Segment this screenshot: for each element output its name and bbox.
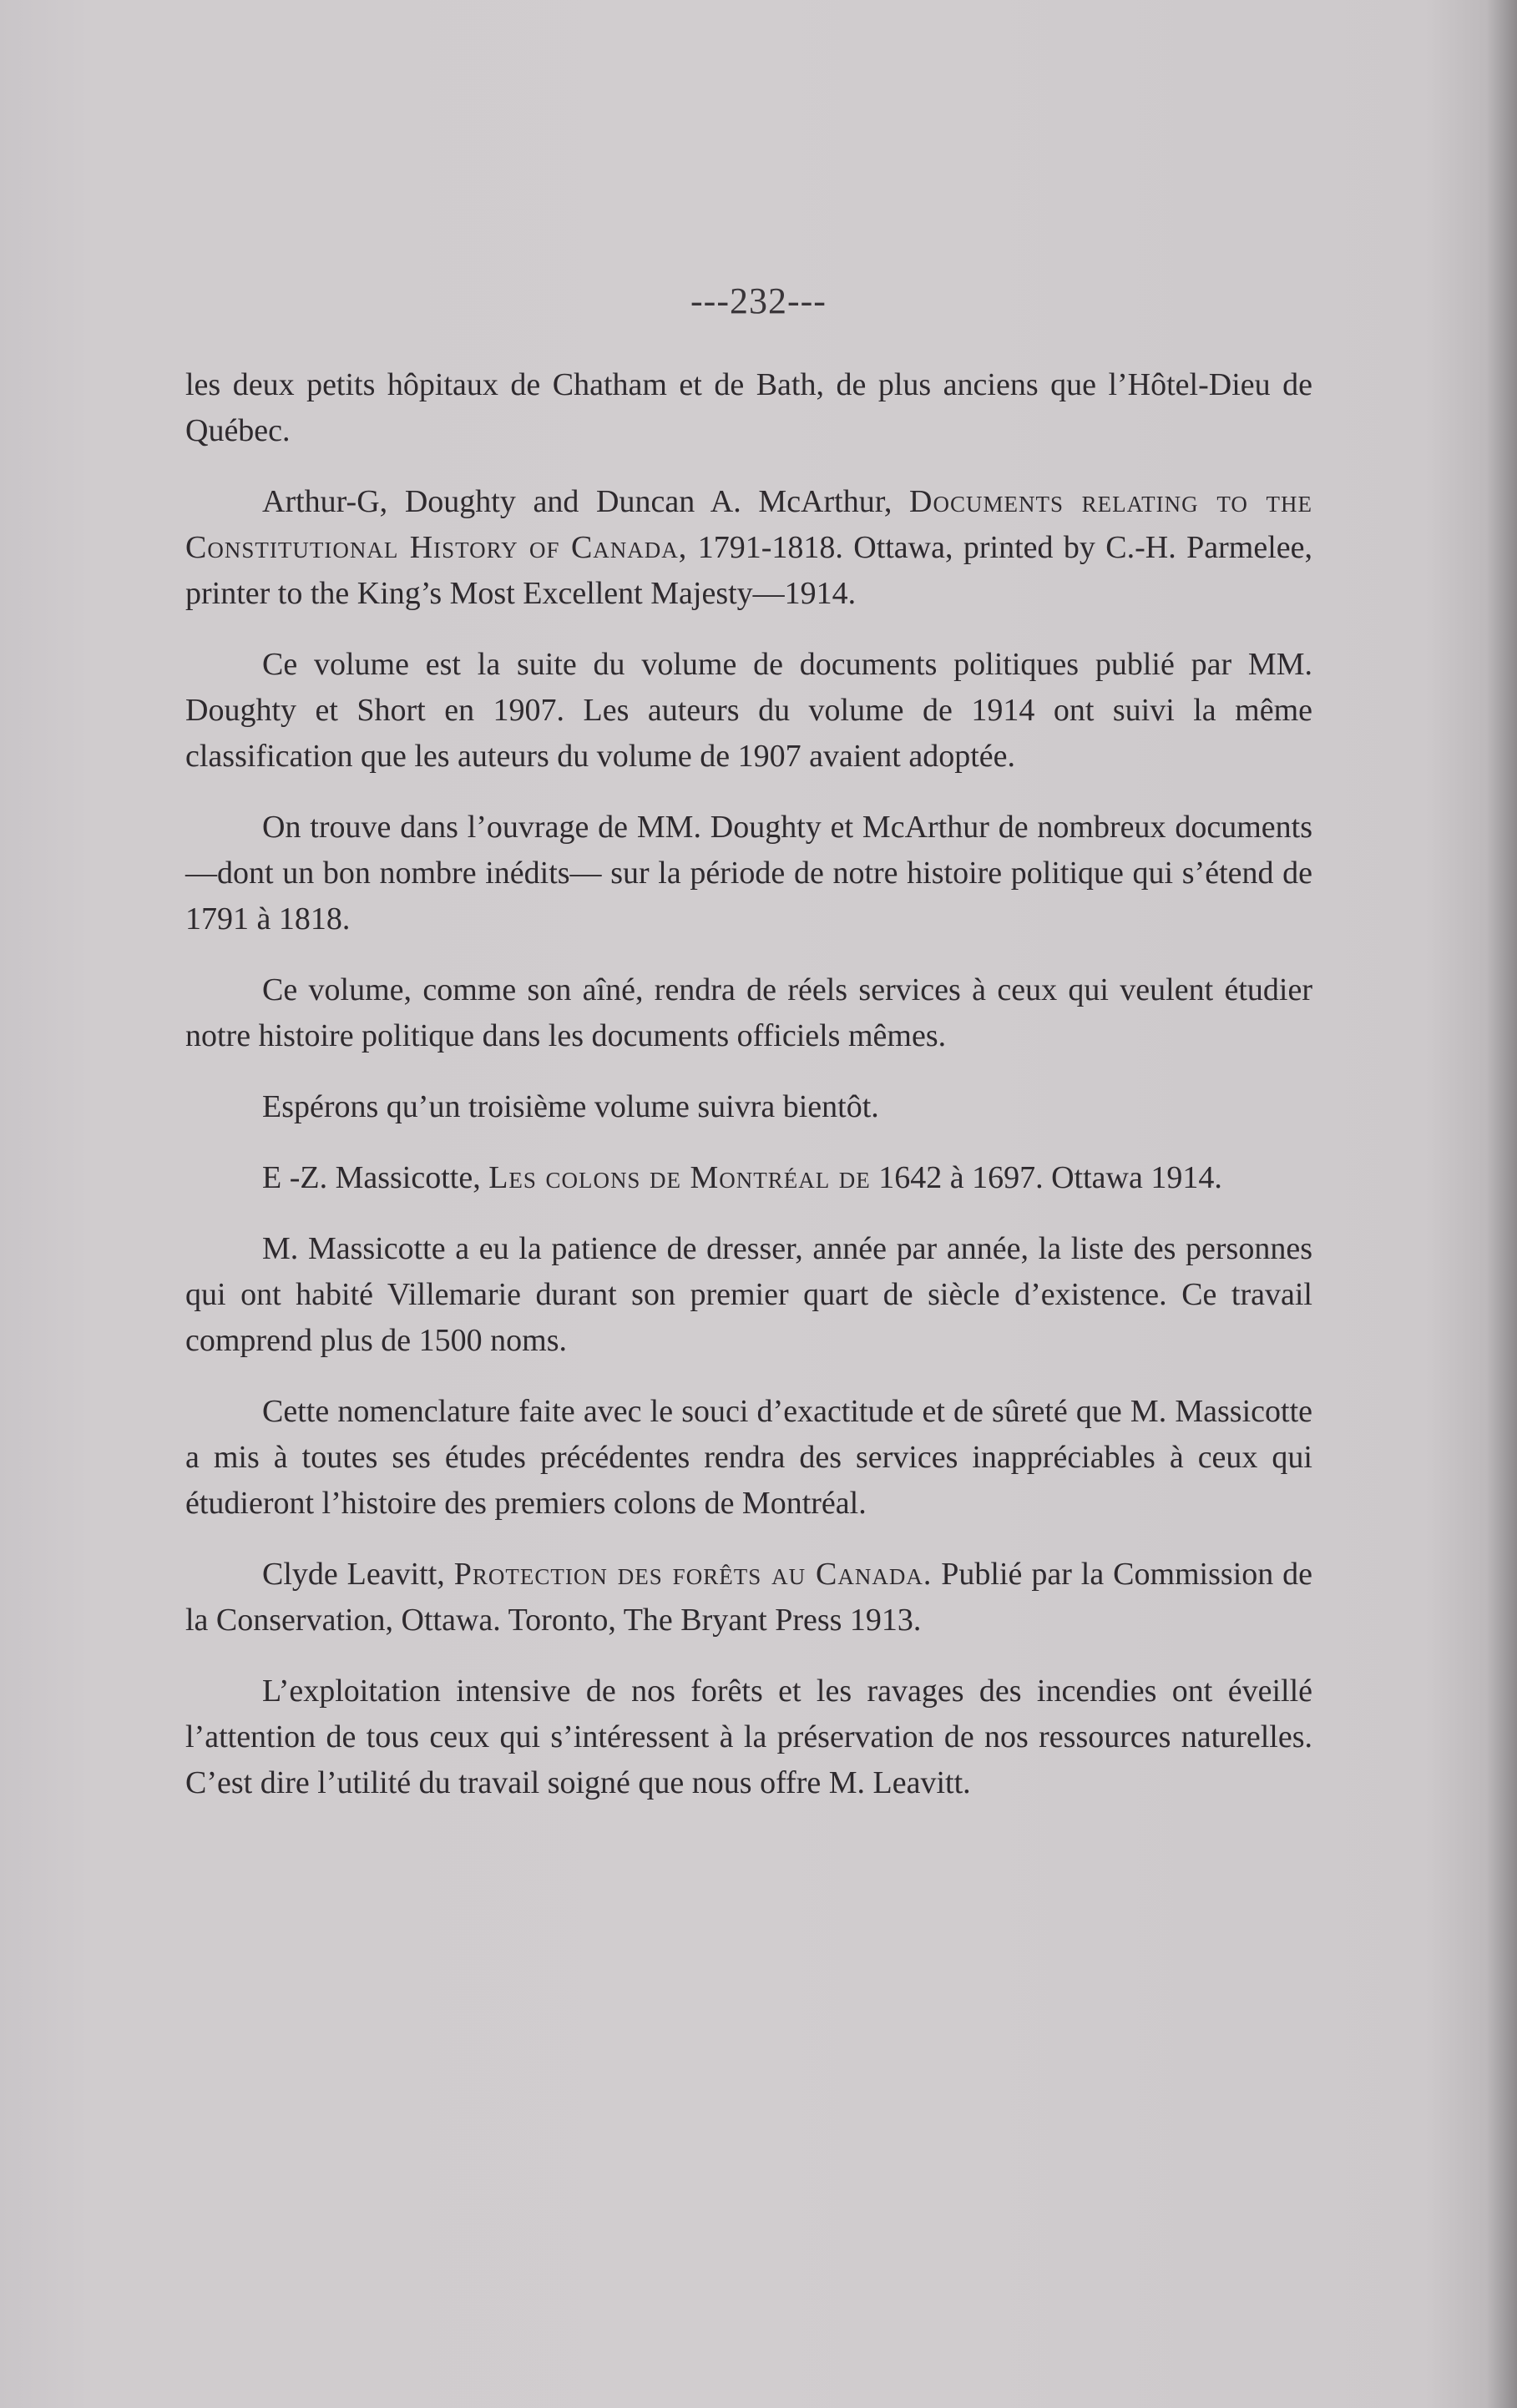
reference-details: 1642 à 1697. Ottawa 1914. [878, 1160, 1222, 1195]
paragraph-massicotte-reference [185, 1155, 1312, 1201]
paragraph-doughty-mcarthur-reference [185, 479, 1312, 617]
paragraph-hospitals: les deux petits hôpitaux de Chatham et de Bath, de plus anciens que l’Hôtel-Dieu de Québec. [185, 367, 1312, 448]
reference-title: Protection des forêts au Canada. [453, 1557, 933, 1592]
reference-details: 1791-1818. Ottawa, printed by C.-H. Parmelee, printer to the King’s Most Excellent Majesty—1914. [185, 530, 1312, 611]
reference-authors: Arthur-G, Doughty and Duncan A. McArthur, [262, 484, 893, 519]
reference-authors: Clyde Leavitt, [262, 1557, 445, 1592]
page-number: ---232--- [690, 280, 827, 321]
reference-title: Les colons de Montréal de [488, 1160, 871, 1195]
body-text [185, 362, 1312, 1831]
paragraph-volume-continuation: Ce volume est la suite du volume de documents politiques publié par MM. Doughty et Short en 1907. Les auteurs du volume de 1914 ont suivi la même classification que les auteurs du volume de 1907 avaient adoptée. [185, 647, 1312, 774]
reference-details: Publié par la Commission de la Conservation, Ottawa. Toronto, The Bryant Press 1913. [185, 1557, 1313, 1638]
paragraph-forest-exploitation: L’exploitation intensive de nos forêts et les ravages des incendies ont éveillé l’attention de tous ceux qui s’intéressent à la préservation de nos ressources naturelles. C’est dire l’utilité du travail soigné que nous offre M. Leavitt. [185, 1673, 1312, 1800]
paragraph-third-volume: Espérons qu’un troisième volume suivra bientôt. [262, 1089, 879, 1124]
paragraph-documents-content: On trouve dans l’ouvrage de MM. Doughty et McArthur de nombreux documents—dont un bon nombre inédits— sur la période de notre histoire politique qui s’étend de 1791 à 1818. [185, 810, 1312, 936]
paragraph-massicotte-list: M. Massicotte a eu la patience de dresser, année par année, la liste des personnes qui ont habité Villemarie durant son premier quart de siècle d’existence. Ce travail comprend plus de 1500 noms. [185, 1231, 1312, 1358]
reference-title: Documents relating to the Constitutional History of Canada, [185, 484, 1312, 565]
paragraph-leavitt-reference [185, 1552, 1312, 1643]
reference-authors: E -Z. Massicotte, [262, 1160, 481, 1195]
paragraph-nomenclature: Cette nomenclature faite avec le souci d’exactitude et de sûreté que M. Massicotte a mis à toutes ses études précédentes rendra des services inappréciables à ceux qui étudieront l’histoire des premiers colons de Montréal. [185, 1394, 1312, 1521]
paragraph-services: Ce volume, comme son aîné, rendra de réels services à ceux qui veulent étudier notre histoire politique dans les documents officiels mêmes. [185, 972, 1312, 1053]
